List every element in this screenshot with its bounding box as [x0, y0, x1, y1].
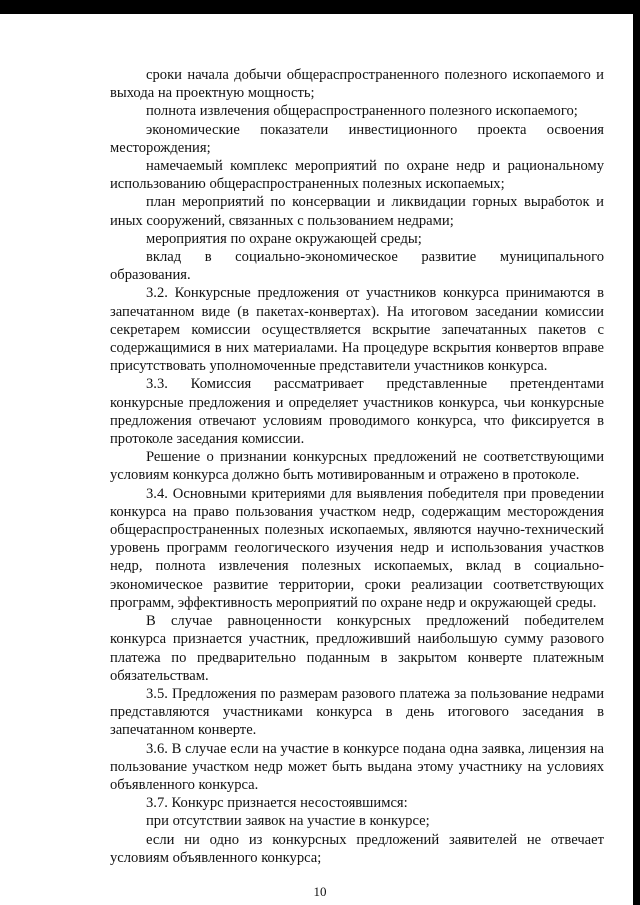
paragraph: 3.4. Основными критериями для выявления победителя при проведении конкурса на право пользования участком недр, содержащим месторождения общераспространенных полезных ископаемых, являются научно-технический уровень программ геологического изучения недр и использования участков недр, полнота извлечения полезных ископаемых, вклад в социально-экономическое развитие территории, сроки реализации соответствующих программ, эффективность мероприятий по охране недр и окружающей среды.: [110, 485, 604, 611]
paragraph: 3.3. Комиссия рассматривает представленные претендентами конкурсные предложения и определяет участников конкурса, чьи конкурсные предложения отвечают условиям проводимого конкурса, что фиксируется в протоколе заседания комиссии.: [110, 376, 604, 448]
paragraph: экономические показатели инвестиционного проекта освоения месторождения;: [110, 121, 604, 156]
paragraph: вклад в социально-экономическое развитие муниципального образования.: [110, 249, 604, 284]
paragraph: если ни одно из конкурсных предложений заявителей не отвечает условиям объявленного конкурса;: [110, 831, 604, 866]
paragraph: 3.5. Предложения по размерам разового платежа за пользование недрами представляются участниками конкурса в день итогового заседания в запечатанном конверте.: [110, 685, 604, 739]
paragraph: 3.6. В случае если на участие в конкурсе подана одна заявка, лицензия на пользование участком недр может быть выдана этому участнику на условиях объявленного конкурса.: [110, 740, 604, 793]
paragraph: сроки начала добычи общераспространенного полезного ископаемого и выхода на проектную мощность;: [110, 67, 604, 102]
paragraph: полнота извлечения общераспространенного полезного ископаемого;: [146, 103, 578, 120]
document-body: [110, 66, 604, 867]
scan-border-top: [0, 0, 640, 14]
paragraph: мероприятия по охране окружающей среды;: [146, 230, 422, 247]
scan-border-right: [633, 0, 640, 905]
paragraph: 3.7. Конкурс признается несостоявшимся:: [146, 795, 408, 812]
paragraph: В случае равноценности конкурсных предложений победителем конкурса признается участник, предложивший наибольшую сумму разового платежа по предварительно поданным в закрытом конверте платежным обязательствам.: [110, 613, 604, 684]
paragraph: 3.2. Конкурсные предложения от участников конкурса принимаются в запечатанном виде (в пакетах-конвертах). На итоговом заседании комиссии секретарем комиссии осуществляется вскрытие запечатанных пакетов с содержащимися в них материалами. На процедуре вскрытия конвертов вправе присутствовать уполномоченные представители участников конкурса.: [110, 285, 604, 375]
paragraph: при отсутствии заявок на участие в конкурсе;: [146, 813, 430, 830]
paragraph: Решение о признании конкурсных предложений не соответствующими условиям конкурса должно быть мотивированным и отражено в протоколе.: [110, 449, 604, 484]
paragraph: план мероприятий по консервации и ликвидации горных выработок и иных сооружений, связанных с пользованием недрами;: [110, 194, 604, 229]
page-number: 10: [313, 884, 327, 899]
paragraph: намечаемый комплекс мероприятий по охране недр и рациональному использованию общераспространенных полезных ископаемых;: [110, 158, 604, 193]
